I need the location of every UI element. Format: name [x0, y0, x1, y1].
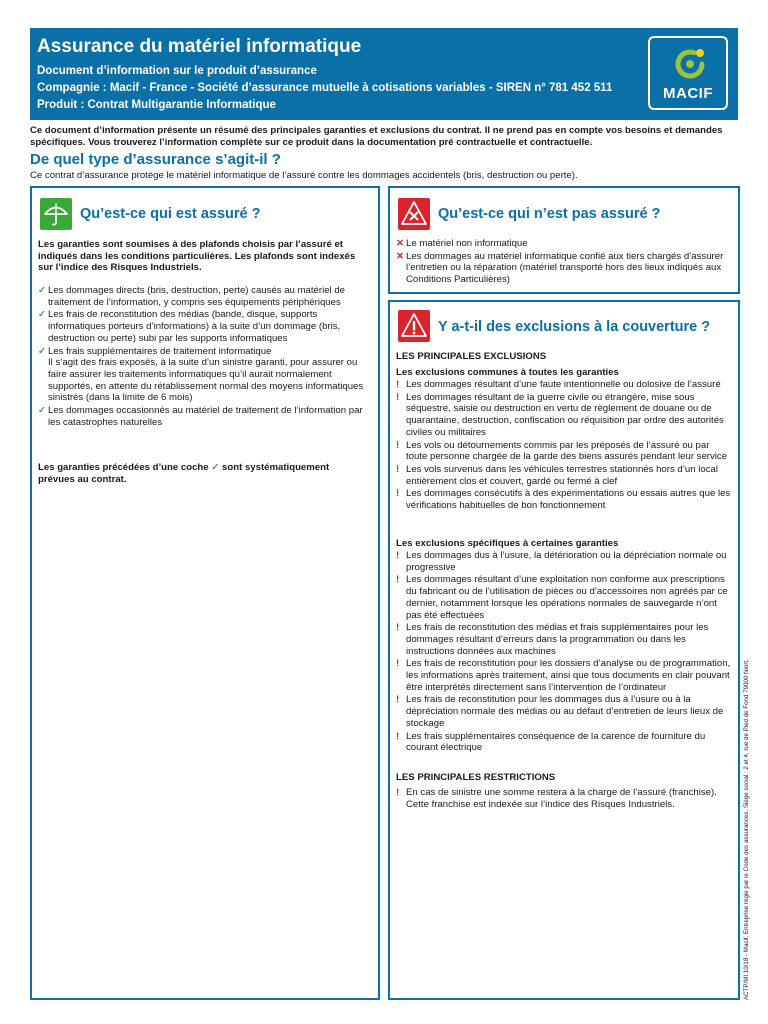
list-item: ✕ Les dommages au matériel informatique confié aux tiers chargés d’assurer l’entretien ou la réparation (matériel transporté hors des lieux indiqués aux Conditions Particulières) — [396, 250, 724, 286]
list-item: ! Les dommages résultant d’une exploitation non conforme aux prescriptions du fabricant ou de l’utilisation de pièces ou d’accessoires non agréés par ce dernier, notamment lorsque les opérations normales de sauvegarde n’ont pas été effectuées — [396, 574, 728, 621]
header-banner — [30, 28, 738, 120]
restrictions-heading: LES PRINCIPALES RESTRICTIONS — [396, 772, 556, 783]
exclusions-title: Y a-t-il des exclusions à la couverture ? — [438, 319, 711, 335]
specific-exclusions-heading: Les exclusions spécifiques à certaines garanties — [396, 538, 619, 549]
check-icon: ✓ — [38, 405, 47, 417]
x-icon: ✕ — [396, 238, 405, 249]
covered-intro: Les garanties sont soumises à des plafonds choisis par l’assuré et indiqués dans les conditions particulières. Les plafonds sont indexés sur l’indice des Risques Industriels. — [38, 239, 356, 274]
exclamation-icon: ! — [396, 658, 400, 670]
list-item: ✓ Les dommages directs (bris, destruction, perte) causés au matériel de traitement de l’information, y compris ses équipements périphériques — [38, 285, 346, 308]
product-info: Produit : Contrat Multigarantie Informatique — [37, 99, 276, 111]
check-icon: ✓ — [211, 462, 220, 473]
list-item: ! Les dommages dus à l’usure, la détérioration ou la dépréciation normale ou progressive — [396, 550, 727, 573]
list-item: ✓ Les frais supplémentaires de traitement informatique Il s’agit des frais exposés, à la suite d’un sinistre garanti, pour assurer ou faire assurer les traitements informatiques qu’il aurait normalement supportés, en attente du rétablissement normal des moyens informatiques sinistrés (dans la limite de 6 mois) — [38, 345, 364, 404]
legal-side-note: ACTP/MI 10/18 - Macif, Entreprise régie par le Code des assurances. Siège social : 2 et 4, rue de Pied de Fond 79000 Niort. — [743, 659, 750, 1000]
logo-text: MACIF — [663, 85, 713, 102]
exclamation-icon: ! — [396, 463, 400, 475]
company-info: Compagnie : Macif - France - Société d’assurance mutuelle à cotisations variables - SIREN n° 781 452 511 — [37, 82, 613, 94]
exclamation-icon: ! — [396, 622, 400, 634]
macif-logo — [648, 36, 728, 110]
warning-icon — [398, 310, 430, 342]
macif-logo-icon — [670, 44, 710, 84]
list-item: ! Les frais de reconstitution pour les dossiers d’analyse ou de programmation, les informations après traitement, ainsi que tous documents en clair pouvant être interprétés directement sans l’intervention de l’ordinateur — [396, 658, 731, 693]
list-item: ✓ Les dommages occasionnés au matériel de traitement de l’information par les catastrophes naturelles — [38, 405, 363, 428]
list-item: ! Les dommages résultant de la guerre civile ou étrangère, mise sous séquestre, saisie ou destruction en vertu de règlement de douane ou de quarantaine, destruction, confiscation ou réquisition par ordre des autorités civiles ou militaires — [396, 391, 724, 438]
restrictions-list — [396, 787, 732, 811]
list-item: ! Les vols ou détournements commis par les préposés de l’assuré ou par toute personne chargée de la garde des biens assurés pendant leur service — [396, 439, 728, 463]
common-exclusions-list — [396, 379, 732, 513]
exclamation-icon: ! — [396, 488, 400, 500]
document-title: Assurance du matériel informatique — [37, 36, 362, 57]
list-item: ! Les frais de reconstitution pour les dommages dus à l’usure ou à la dépréciation normale des médias ou au défaut d’entretien de leurs lieux de stockage — [396, 694, 724, 729]
exclamation-icon: ! — [396, 730, 400, 742]
covered-note: Les garanties précédées d’une coche ✓ sont systématiquement prévues au contrat. — [38, 462, 330, 485]
list-item: ! Les dommages résultant d’une faute intentionnelle ou dolosive de l’assuré — [396, 379, 721, 390]
umbrella-icon — [40, 198, 72, 230]
list-item: ! Les frais de reconstitution des médias et frais supplémentaires pour les dommages résultant d’erreurs dans la programmation ou dans les instructions données aux machines — [396, 622, 709, 657]
x-icon: ✕ — [396, 250, 405, 262]
exclamation-icon: ! — [396, 379, 400, 390]
common-exclusions-heading: Les exclusions communes à toutes les garanties — [396, 367, 619, 378]
list-item: ✓ Les frais de reconstitution des médias (bande, disque, supports informatiques porteurs d’informations) à la suite d’un dommage (bris, destruction ou perte) subi par les supports informatiques — [38, 309, 341, 344]
insurance-type-title: De quel type d’assurance s’agit-il ? — [30, 151, 281, 168]
not-covered-section — [388, 186, 740, 294]
exclamation-icon: ! — [396, 787, 400, 798]
covered-section — [30, 186, 380, 1000]
cross-icon — [398, 198, 430, 230]
exclamation-icon: ! — [396, 574, 400, 586]
list-item: ! Les dommages consécutifs à des expérimentations ou essais autres que les vérifications habituelles de bon fonctionnement — [396, 488, 731, 512]
list-item: ! En cas de sinistre une somme restera à la charge de l’assuré (franchise). Cette franchise est indexée sur l’indice des Risques Industriels. — [396, 787, 717, 810]
exclamation-icon: ! — [396, 439, 400, 451]
list-item: ✕ Le matériel non informatique — [396, 238, 528, 249]
exclusions-section — [388, 300, 740, 1000]
exclamation-icon: ! — [396, 550, 400, 561]
check-icon: ✓ — [38, 345, 47, 357]
insurance-type-description: Ce contrat d’assurance protège le matériel informatique de l’assuré contre les dommages accidentels (bris, destruction ou perte). — [30, 170, 578, 181]
document-subtitle: Document d’information sur le produit d’assurance — [37, 65, 317, 77]
main-exclusions-heading: LES PRINCIPALES EXCLUSIONS — [396, 351, 547, 362]
covered-title: Qu’est-ce qui est assuré ? — [80, 206, 261, 222]
intro-text: Ce document d’information présente un résumé des principales garanties et exclusions du contrat. Il ne prend pas en compte vos besoins et demandes spécifiques. Vous trouverez l’information complète sur ce produit dans la documentation pré contractuelle et contractuelle. — [30, 125, 723, 148]
exclamation-icon: ! — [396, 391, 400, 403]
covered-list — [38, 285, 372, 429]
exclamation-icon: ! — [396, 694, 400, 706]
list-item: ! Les frais supplémentaires conséquence de la carence de fourniture du courant électrique — [396, 730, 706, 754]
check-icon: ✓ — [38, 309, 47, 321]
list-item: ! Les vols survenus dans les véhicules terrestres stationnés hors d’un local entièrement clos et couvert, gardé ou fermé à clef — [396, 463, 718, 487]
not-covered-list — [396, 238, 734, 287]
check-icon: ✓ — [38, 285, 47, 296]
specific-exclusions-list — [396, 550, 732, 755]
not-covered-title: Qu’est-ce qui n’est pas assuré ? — [438, 206, 661, 222]
